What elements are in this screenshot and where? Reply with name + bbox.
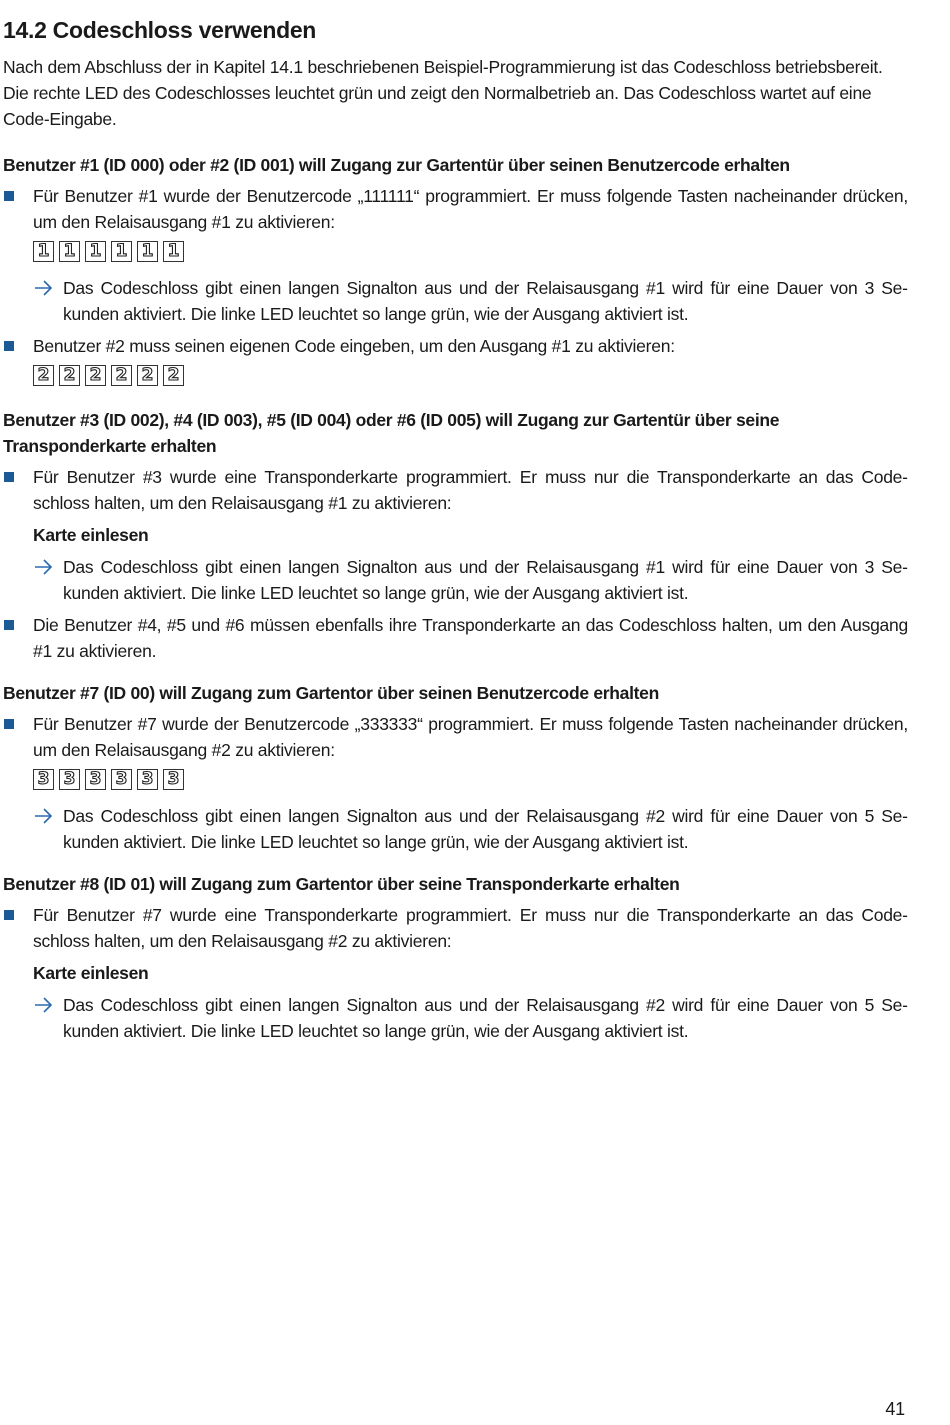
bullet-item: [3, 333, 908, 359]
key-2-icon: 2: [111, 365, 132, 386]
bullet-item: [3, 464, 908, 516]
result-text: Das Codeschloss gibt einen langen Signalton aus und der Relaisausgang #2 wird für eine Dauer von 5 Sekunden aktiviert. Die linke LED leuchtet so lange grün, wie der Ausgang aktiviert ist.: [63, 995, 908, 1041]
square-bullet-icon: [4, 719, 14, 729]
section-heading: 14.2 Codeschloss verwenden: [3, 17, 317, 43]
square-bullet-icon: [4, 191, 14, 201]
key-2-icon: 2: [85, 365, 106, 386]
card-read-label: Karte einlesen: [33, 963, 149, 983]
square-bullet-icon: [4, 341, 14, 351]
key-2-icon: 2: [59, 365, 80, 386]
page-number: 41: [885, 1399, 905, 1419]
key-3-icon: 3: [111, 769, 132, 790]
arrow-right-icon: [33, 996, 55, 1014]
card-read-label: Karte einlesen: [33, 525, 149, 545]
bullet-text: Für Benutzer #7 wurde eine Transponderkarte programmiert. Er muss nur die Transponderkarte an das Codeschloss halten, um den Relaisausgang #2 zu aktivieren:: [33, 905, 908, 951]
bullet-item: [3, 902, 908, 954]
key-1-icon: 1: [59, 241, 80, 262]
square-bullet-icon: [4, 472, 14, 482]
arrow-right-icon: [33, 807, 55, 825]
arrow-right-icon: [33, 279, 55, 297]
bullet-text: Für Benutzer #3 wurde eine Transponderkarte programmiert. Er muss nur die Transponderkarte an das Codeschloss halten, um den Relaisausgang #1 zu aktivieren:: [33, 467, 908, 513]
arrow-right-icon: [33, 558, 55, 576]
result-text: Das Codeschloss gibt einen langen Signalton aus und der Relaisausgang #2 wird für eine Dauer von 5 Sekunden aktiviert. Die linke LED leuchtet so lange grün, wie der Ausgang aktiviert ist.: [63, 806, 908, 852]
key-1-icon: 1: [111, 241, 132, 262]
result-item: [3, 992, 908, 1044]
key-1-icon: 1: [85, 241, 106, 262]
section-title: Benutzer #7 (ID 00) will Zugang zum Gartentor über seinen Benutzercode erhalten: [3, 683, 660, 703]
key-3-icon: 3: [85, 769, 106, 790]
section-user-8-card: [3, 871, 908, 1044]
bullet-item: [3, 183, 908, 235]
square-bullet-icon: [4, 910, 14, 920]
key-1-icon: 1: [163, 241, 184, 262]
key-3-icon: 3: [137, 769, 158, 790]
key-1-icon: 1: [137, 241, 158, 262]
intro-paragraph: Nach dem Abschluss der in Kapitel 14.1 beschriebenen Beispiel-Programmierung ist das Codeschloss betriebsbereit. Die rechte LED des Codeschlosses leuchtet grün und zeigt den Normalbetrieb an. Das Codeschloss wartet auf eine Code-Eingabe.: [3, 57, 883, 129]
result-text: Das Codeschloss gibt einen langen Signalton aus und der Relaisausgang #1 wird für eine Dauer von 3 Sekunden aktiviert. Die linke LED leuchtet so lange grün, wie der Ausgang aktiviert ist.: [63, 557, 908, 603]
section-title: Benutzer #3 (ID 002), #4 (ID 003), #5 (ID 004) oder #6 (ID 005) will Zugang zur Gartentür über seine Transponderkarte erhalten: [3, 410, 780, 456]
result-text: Das Codeschloss gibt einen langen Signalton aus und der Relaisausgang #1 wird für eine Dauer von 3 Sekunden aktiviert. Die linke LED leuchtet so lange grün, wie der Ausgang aktiviert ist.: [63, 278, 908, 324]
section-user-7-code: [3, 680, 908, 855]
bullet-text: Die Benutzer #4, #5 und #6 müssen ebenfalls ihre Transponderkarte an das Codeschloss halten, um den Ausgang #1 zu aktivieren.: [33, 615, 908, 661]
bullet-item: [3, 711, 908, 763]
key-1-icon: 1: [33, 241, 54, 262]
bullet-item: [3, 612, 908, 664]
key-sequence-3: [3, 769, 908, 795]
document-page: [3, 14, 908, 1060]
section-title: Benutzer #1 (ID 000) oder #2 (ID 001) will Zugang zur Gartentür über seinen Benutzercode erhalten: [3, 155, 790, 175]
key-3-icon: 3: [59, 769, 80, 790]
result-item: [3, 554, 908, 606]
bullet-text: Für Benutzer #7 wurde der Benutzercode „333333“ programmiert. Er muss folgende Tasten nacheinander drücken, um den Relaisausgang #2 zu aktivieren:: [33, 714, 908, 760]
key-2-icon: 2: [33, 365, 54, 386]
key-2-icon: 2: [137, 365, 158, 386]
result-item: [3, 275, 908, 327]
key-sequence-2: [3, 365, 908, 391]
key-sequence-1: [3, 241, 908, 267]
result-item: [3, 803, 908, 855]
section-user-1-2-code: [3, 152, 908, 391]
square-bullet-icon: [4, 620, 14, 630]
key-2-icon: 2: [163, 365, 184, 386]
section-title: Benutzer #8 (ID 01) will Zugang zum Gartentor über seine Transponderkarte erhalten: [3, 874, 680, 894]
bullet-text: Benutzer #2 muss seinen eigenen Code eingeben, um den Ausgang #1 zu aktivieren:: [33, 336, 675, 356]
section-user-3-6-card: [3, 407, 908, 664]
key-3-icon: 3: [163, 769, 184, 790]
key-3-icon: 3: [33, 769, 54, 790]
bullet-text: Für Benutzer #1 wurde der Benutzercode „111111“ programmiert. Er muss folgende Tasten nacheinander drücken, um den Relaisausgang #1 zu aktivieren:: [33, 186, 908, 232]
